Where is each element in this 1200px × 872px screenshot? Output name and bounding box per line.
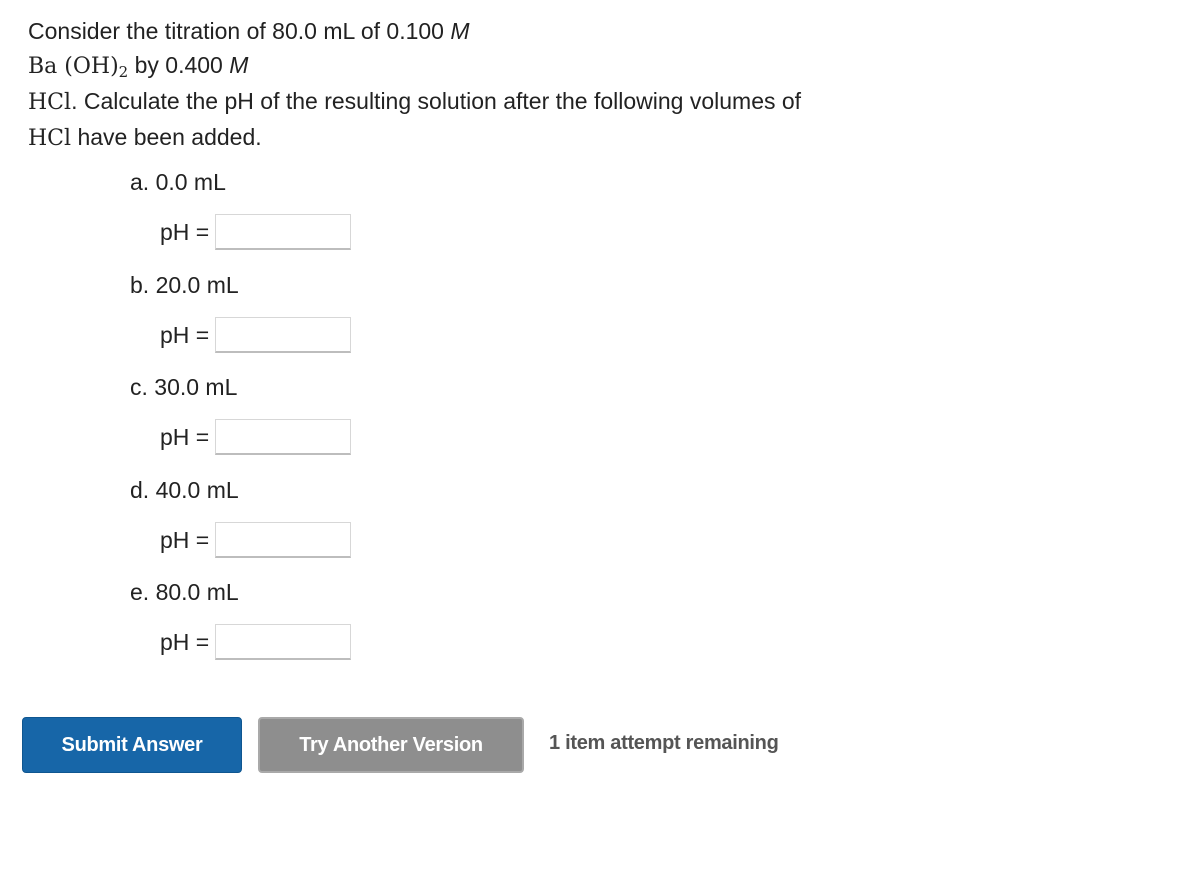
hcl-formula: HCl	[28, 126, 72, 151]
ph-label: pH =	[160, 218, 210, 245]
molarity-unit: M	[450, 18, 470, 44]
part-b-ph-input[interactable]	[215, 317, 351, 353]
question-line-1	[28, 14, 1128, 48]
hcl-formula: HCl	[28, 90, 72, 115]
question-line-2-text: by 0.400	[128, 52, 230, 78]
part-c-answer-row	[160, 418, 351, 456]
part-b-answer-row	[160, 316, 351, 354]
submit-answer-button[interactable]: Submit Answer	[22, 717, 242, 773]
molarity-unit: M	[229, 52, 249, 78]
question-line-2	[28, 48, 1128, 84]
question-line-3	[28, 84, 1128, 120]
ph-label: pH =	[160, 321, 210, 348]
attempts-remaining-text: 1 item attempt remaining	[549, 732, 779, 754]
question-line-4	[28, 120, 1128, 156]
question-line-3-text: . Calculate the pH of the resulting solution after the following volumes of	[71, 88, 802, 114]
part-d-answer-row	[160, 521, 351, 559]
ph-label: pH =	[160, 423, 210, 450]
part-e-label: e. 80.0 mL	[130, 579, 239, 605]
part-c-label: c. 30.0 mL	[130, 374, 238, 400]
part-d-label: d. 40.0 mL	[130, 477, 239, 503]
try-another-version-button[interactable]: Try Another Version	[258, 717, 524, 773]
part-b-label: b. 20.0 mL	[130, 272, 239, 298]
formula-base: Ba (OH)	[28, 54, 119, 79]
part-e-answer-row	[160, 623, 351, 661]
question-text	[28, 14, 1128, 156]
ph-label: pH =	[160, 628, 210, 655]
ph-label: pH =	[160, 526, 210, 553]
part-c-ph-input[interactable]	[215, 419, 351, 455]
question-line-4-text: have been added.	[71, 124, 262, 150]
formula-subscript: 2	[118, 63, 129, 81]
part-d-ph-input[interactable]	[215, 522, 351, 558]
part-e-ph-input[interactable]	[215, 624, 351, 660]
part-a-label: a. 0.0 mL	[130, 169, 226, 195]
barium-hydroxide-formula	[28, 54, 128, 79]
part-a-ph-input[interactable]	[215, 214, 351, 250]
question-line-1-text: Consider the titration of 80.0 mL of 0.100	[28, 18, 451, 44]
part-a-answer-row	[160, 213, 351, 251]
